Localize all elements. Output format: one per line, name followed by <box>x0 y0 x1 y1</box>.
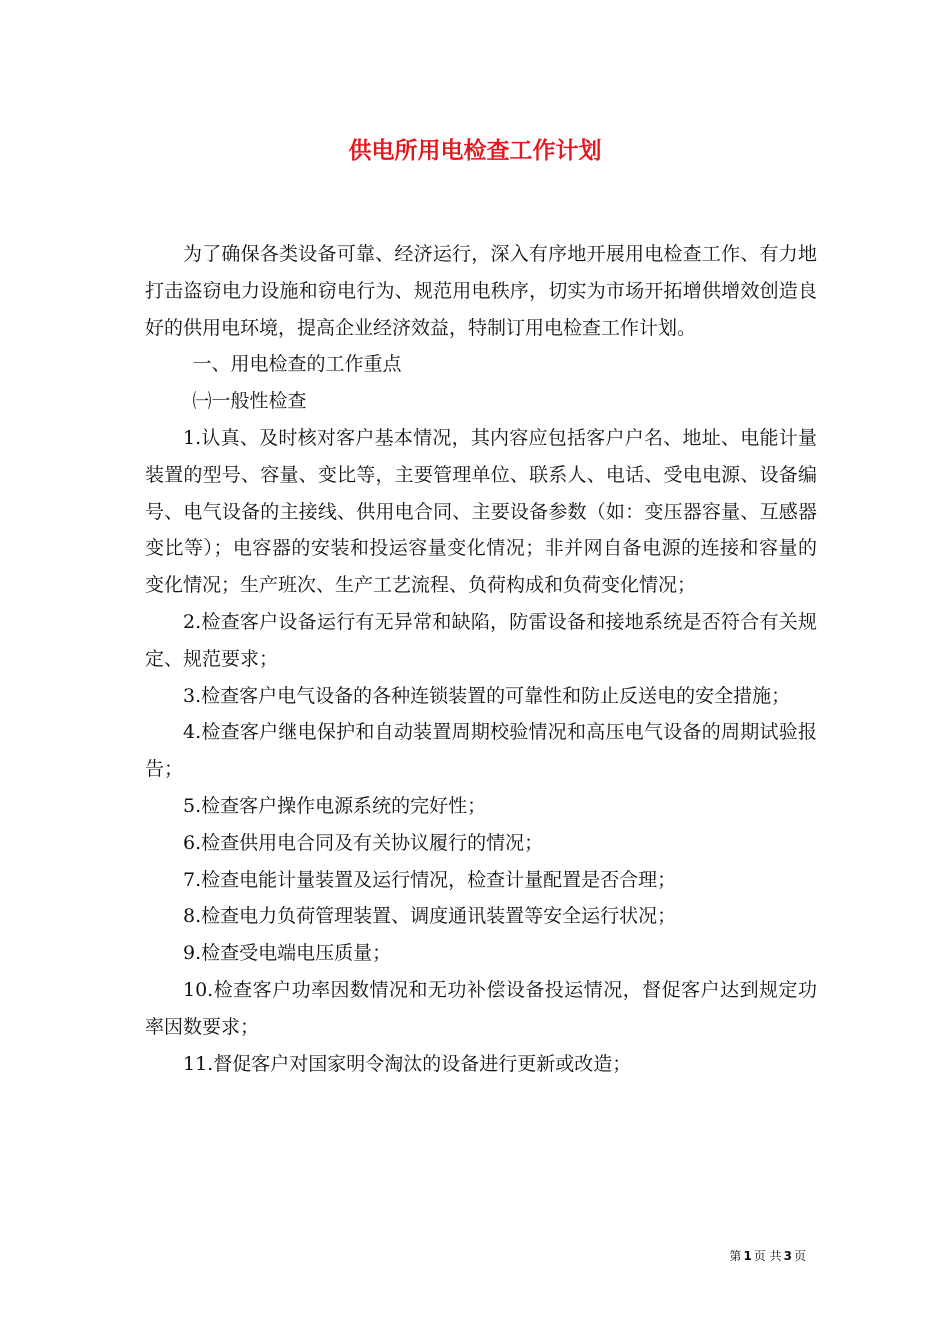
page-footer <box>0 1246 806 1266</box>
footer-prefix: 第 <box>729 1249 742 1263</box>
list-item-10: 10.检查客户功率因数情况和无功补偿设备投运情况，督促客户达到规定功率因数要求； <box>145 978 817 1038</box>
list-item-4: 4.检查客户继电保护和自动装置周期校验情况和高压电气设备的周期试验报告； <box>145 721 817 781</box>
footer-total-pages: 3 <box>783 1249 792 1263</box>
document-title: 供电所用电检查工作计划 <box>348 137 602 164</box>
footer-current-page: 1 <box>743 1249 752 1263</box>
list-item-9: 9.检查受电端电压质量； <box>183 942 392 965</box>
list-item-11: 11.督促客户对国家明令淘汰的设备进行更新或改造； <box>183 1052 632 1075</box>
footer-suffix: 页 <box>793 1249 806 1263</box>
list-item-2: 2.检查客户设备运行有无异常和缺陷，防雷设备和接地系统是否符合有关规定、规范要求； <box>145 610 817 670</box>
section-heading: 一、用电检查的工作重点 <box>192 353 402 376</box>
list-item-3: 3.检查客户电气设备的各种连锁装置的可靠性和防止反送电的安全措施； <box>183 684 791 707</box>
intro-paragraph: 为了确保各类设备可靠、经济运行，深入有序地开展用电检查工作、有力地打击盗窃电力设施和窃电行为、规范用电秩序，切实为市场开拓增供增效创造良好的供用电环境，提高企业经济效益，特制订用电检查工作计划。 <box>145 243 817 339</box>
document-body <box>145 236 817 1082</box>
list-item-8: 8.检查电力负荷管理装置、调度通讯装置等安全运行状况； <box>183 905 677 928</box>
list-item-1: 1.认真、及时核对客户基本情况，其内容应包括客户户名、地址、电能计量装置的型号、容量、变比等，主要管理单位、联系人、电话、受电电源、设备编号、电气设备的主接线、供用电合同、主要设备参数（如：变压器容量、互感器变比等）；电容器的安装和投运容量变化情况；非并网自备电源的连接和容量的变化情况；生产班次、生产工艺流程、负荷构成和负荷变化情况； <box>145 426 817 597</box>
subsection-heading: ㈠一般性检查 <box>192 390 307 413</box>
list-item-6: 6.检查供用电合同及有关协议履行的情况； <box>183 831 544 854</box>
list-item-5: 5.检查客户操作电源系统的完好性； <box>183 794 487 817</box>
list-item-7: 7.检查电能计量装置及运行情况，检查计量配置是否合理； <box>183 868 677 891</box>
footer-middle: 页 共 <box>753 1249 782 1263</box>
